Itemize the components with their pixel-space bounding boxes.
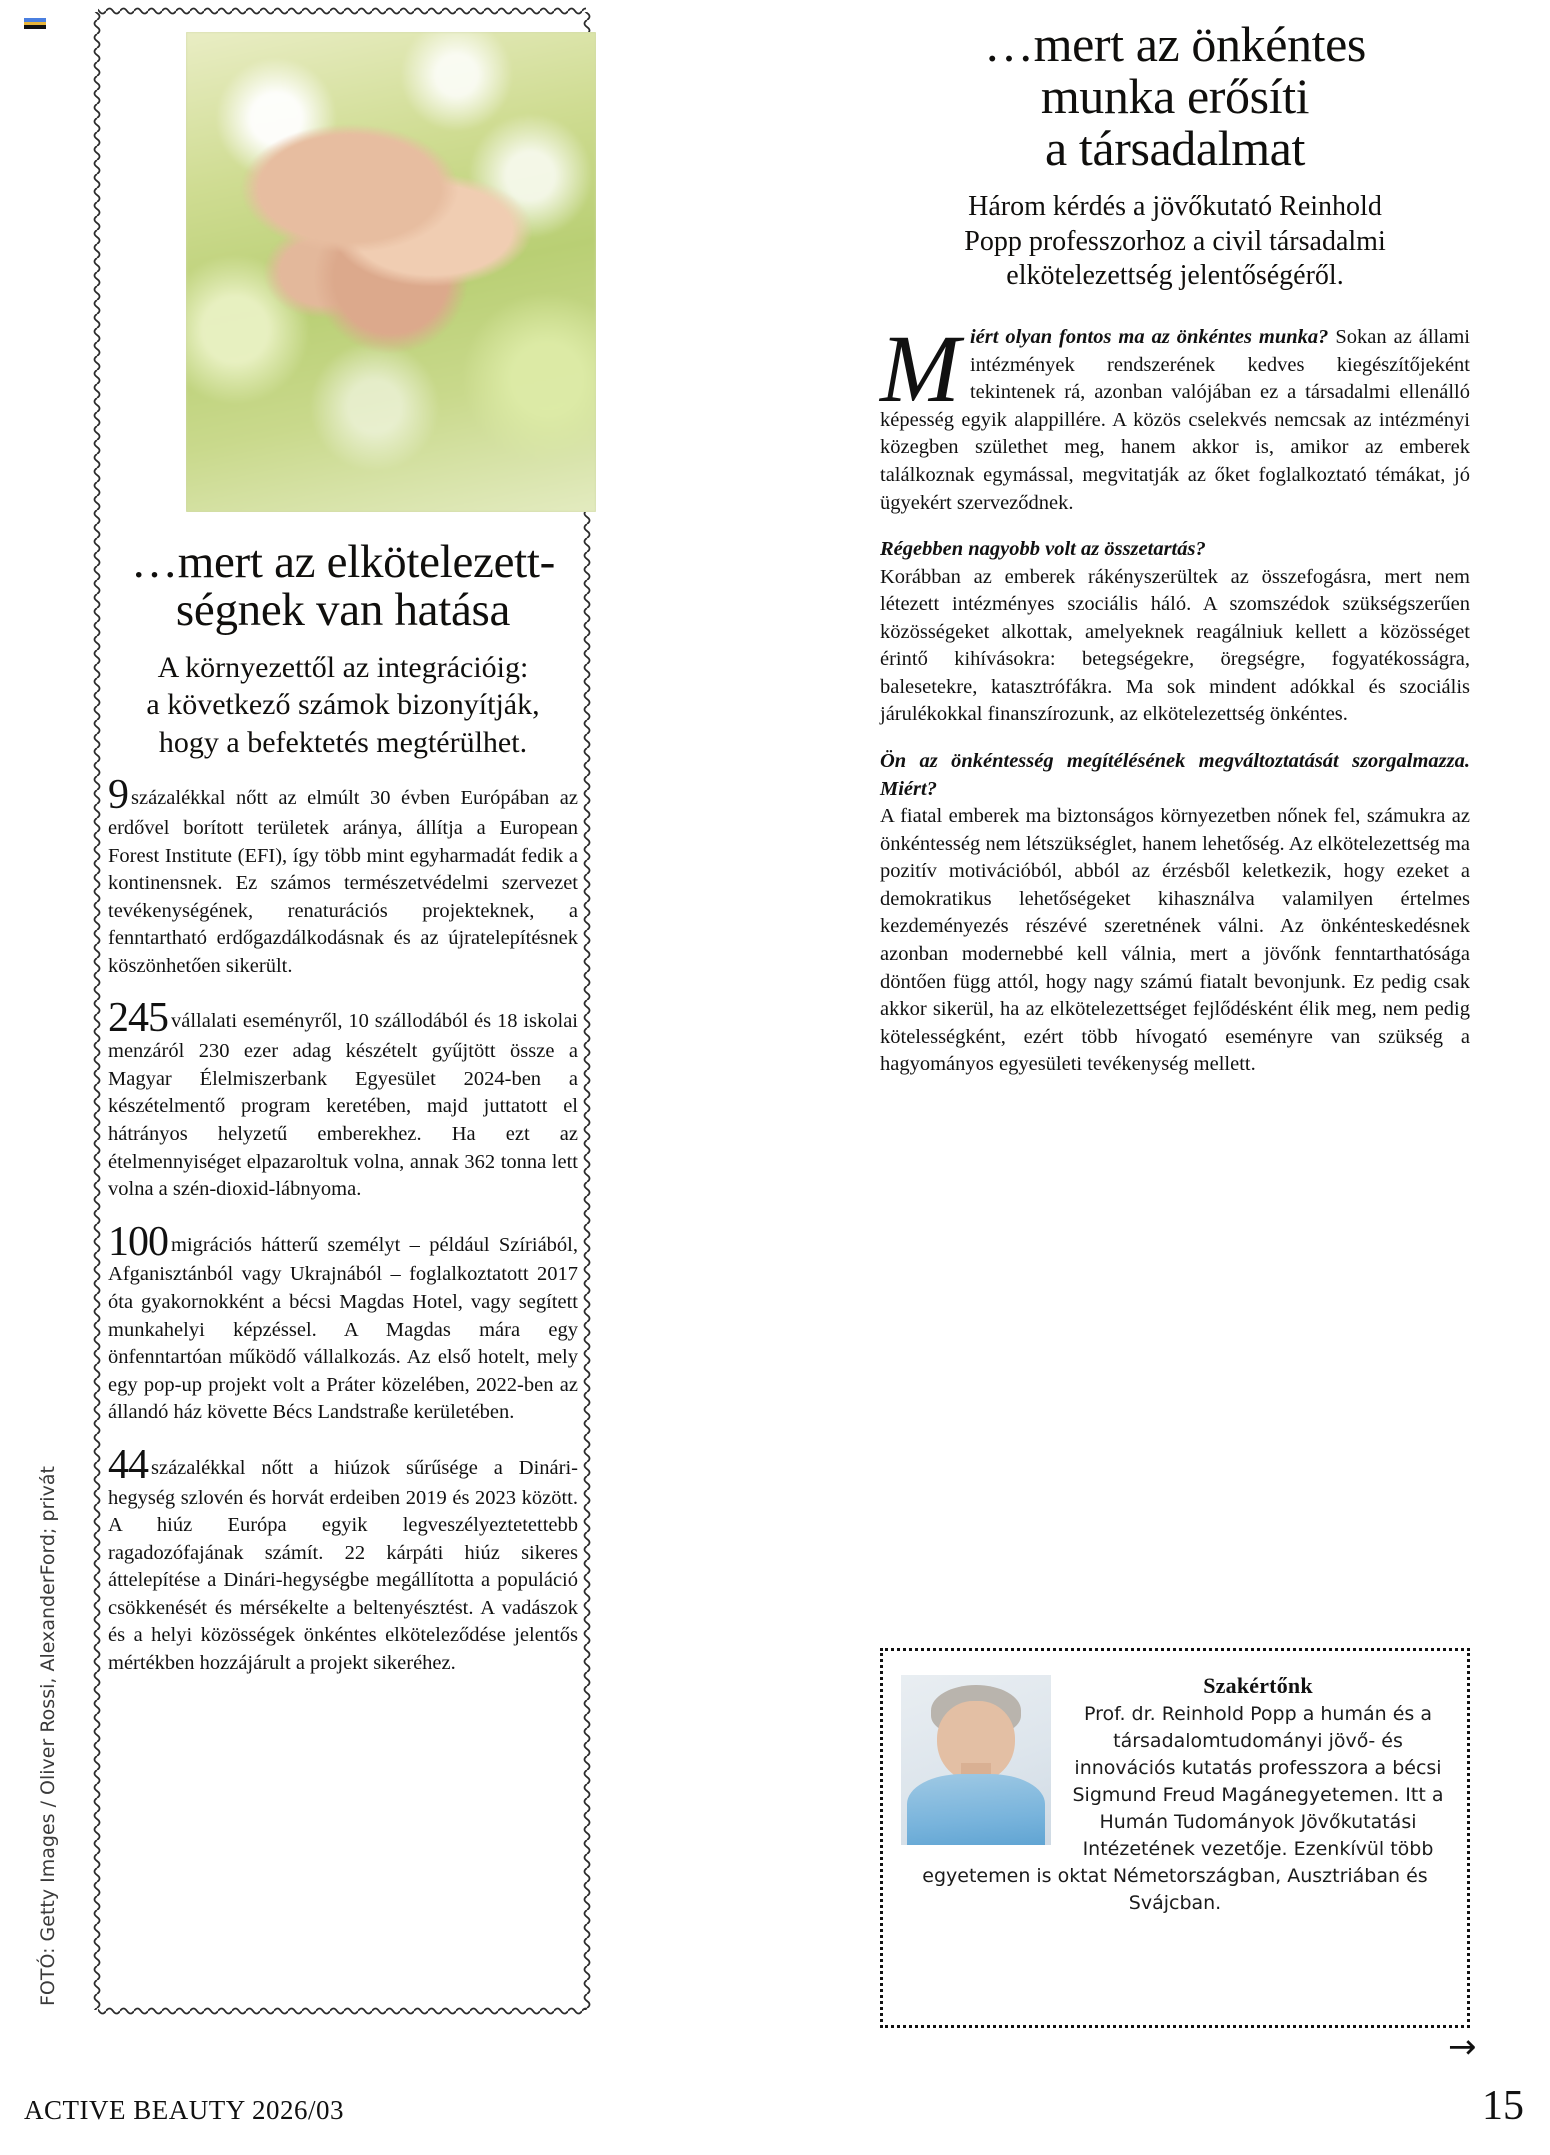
stat-text: migrációs hátterű személyt – például Szíriából, Afganisztánból vagy Ukrajnából – foglalkoztatott 2017 óta gyakornokként a bécsi Magdas Hotel, vagy segített munkahelyi képzéssel. A Magdas mára egy önfenntartóan működő vállalkozás. Az első hotelt, mely egy pop-up projekt volt a Práter közelében, 2022-ben az állandó ház követte Bécs Landstraße kerületében.: [108, 1233, 578, 1424]
qa-block: [880, 748, 1470, 1079]
publication-footer: ACTIVE BEAUTY 2026/03: [24, 2095, 344, 2125]
page-number: 15: [1482, 2083, 1524, 2129]
interview-body: [880, 315, 1470, 1079]
body-paragraph: [108, 772, 578, 980]
expert-box-text: Prof. dr. Reinhold Popp a humán és a társadalomtudományi jövő- és innovációs kutatás professzora a bécsi Sigmund Freud Magánegyetemen. Itt a Humán Tudományok Jövőkutatási Intézetének vezetője. Ezenkívül több egyetemen is oktat Németországban, Ausztriában és Svájcban.: [922, 1703, 1444, 1914]
stat-number: 100: [108, 1218, 168, 1265]
stat-text: vállalati eseményről, 10 szállodából és 18 iskolai menzáról 230 ezer adag készételt gyűjtött össze a Magyar Élelmiszerbank Egyesület 2024-ben a készételmentő program keretében, majd juttatott el hátrányos helyzetű emberekhez. Ha ezt az ételmennyiséget elpazaroltuk volna, annak 362 tonna lett volna a szén-dioxid-lábnyoma.: [108, 1010, 578, 1201]
qa-question: Régebben nagyobb volt az összetartás?: [880, 538, 1206, 561]
drop-cap: M: [880, 315, 960, 423]
continue-arrow-icon: →: [1448, 2027, 1477, 2067]
qa-paragraph: [880, 536, 1470, 729]
left-article-title: …mert az elkötelezett- ségnek van hatása: [131, 536, 555, 637]
lead-photo-hands: [186, 32, 596, 512]
stat-text: százalékkal nőtt az elmúlt 30 évben Európában az erdővel borított területek aránya, állítja a European Forest Institute (EFI), így több mint egyharmadát fedik a kontinensnek. Ez számos természetvédelmi szervezet tevékenységének, renaturációs projekteknek, a fenntartható erdőgazdálkodásnak és az újratelepítésnek köszönhetően sikerült.: [108, 787, 578, 977]
qa-paragraph: [880, 315, 1470, 517]
stat-number: 245: [108, 995, 168, 1042]
body-paragraph: [108, 1441, 578, 1678]
qa-paragraph: [880, 748, 1470, 1079]
registration-color-marker: [24, 18, 46, 32]
body-paragraph: [108, 995, 578, 1203]
qa-question: iért olyan fontos ma az önkéntes munka?: [969, 326, 1329, 349]
qa-question: Ön az önkéntesség megítélésének megváltoztatását szorgalmazza. Miért?: [880, 750, 1470, 800]
expert-info-box: [880, 1648, 1470, 2028]
right-article-deck: Három kérdés a jövőkutató Reinhold Popp professzorhoz a civil társadalmi elkötelezettség jelentőségéről.: [964, 191, 1386, 292]
body-paragraph: [108, 1218, 578, 1427]
right-article-column: [880, 10, 1470, 1079]
stat-number: 44: [108, 1441, 148, 1488]
qa-block: [880, 315, 1470, 517]
expert-portrait-photo: [901, 1675, 1051, 1845]
left-article-column: [92, 6, 592, 2016]
right-article-title: …mert az önkéntes munka erősíti a társadalmat: [984, 16, 1366, 176]
qa-answer: A fiatal emberek ma biztonságos környezetben nőnek fel, számukra az önkéntesség nem létszükséglet, hanem lehetőség. Az elkötelezettség ma pozitív motivációból, abból az érzésből keletkezik, hogy ezeket a demokratikus lehetőségeket kihasználva valamilyen értelmes kezdeményezés részévé szeretnének válni. Az önkénteskedésnek azonban modernebbé kell válnia, mert a jövőnk fenntarthatósága döntően függ attól, hogy nagy számú fiatalt bevonjunk. Ez pedig csak akkor sikerül, ha az elkötelezettséget fejlődésként élik meg, nem pedig kötelességként, ezért több hívogató eseményre van szükség a hagyományos egyesületi tevékenység mellett.: [880, 805, 1470, 1076]
stat-text: százalékkal nőtt a hiúzok sűrűsége a Dinári-hegység szlovén és horvát erdeiben 2019 és 2023 között. A hiúz Európa egyik legveszélyeztetettebb ragadozófajának számít. 22 kárpáti hiúz sikeres áttelepítése a Dinári-hegységbe megállította a populáció csökkenését és mérsékelte a beltenyésztést. A vadászok és a helyi közösségek önkéntes elköteleződése jelentős mértékben hozzájárult a projekt sikeréhez.: [108, 1456, 578, 1674]
stat-number: 9: [108, 772, 128, 819]
left-article-deck: A környezettől az integrációig: a következő számok bizonyítják, hogy a befektetés megtérülhet.: [146, 650, 540, 759]
photo-credit: FOTÓ: Getty Images / Oliver Rossi, AlexanderFord; privát: [37, 1466, 59, 2006]
left-article-body: [108, 772, 578, 1677]
qa-answer: Sokan az állami intézmények rendszerének kedves kiegészítőjeként tekintenek rá, azonban valójában ez a társadalmi ellenálló képesség egyik alappillére. A közös cselekvés nemcsak az intézményi közegben születhet meg, hanem akkor is, amikor az emberek találkoznak egymással, megvitatják az őket foglalkoztató témákat, jó ügyekért szerveződnek.: [880, 326, 1470, 514]
qa-block: [880, 536, 1470, 729]
qa-answer: Korábban az emberek rákényszerültek az összefogásra, mert nem létezett intézményes szociális háló. A szomszédok szükségszerűen közösségeket alkottak, amelyeknek reagálniuk kellett a közösséget érintő kihívásokra: betegségekre, öregségre, fogyatékosságra, balesetekre, katasztrófákra. Ma sok mindent adókkal és szociális járulékokkal finanszírozunk, az elkötelezettség önkéntes.: [880, 565, 1470, 726]
expert-box-heading: Szakértőnk: [1203, 1673, 1313, 1698]
